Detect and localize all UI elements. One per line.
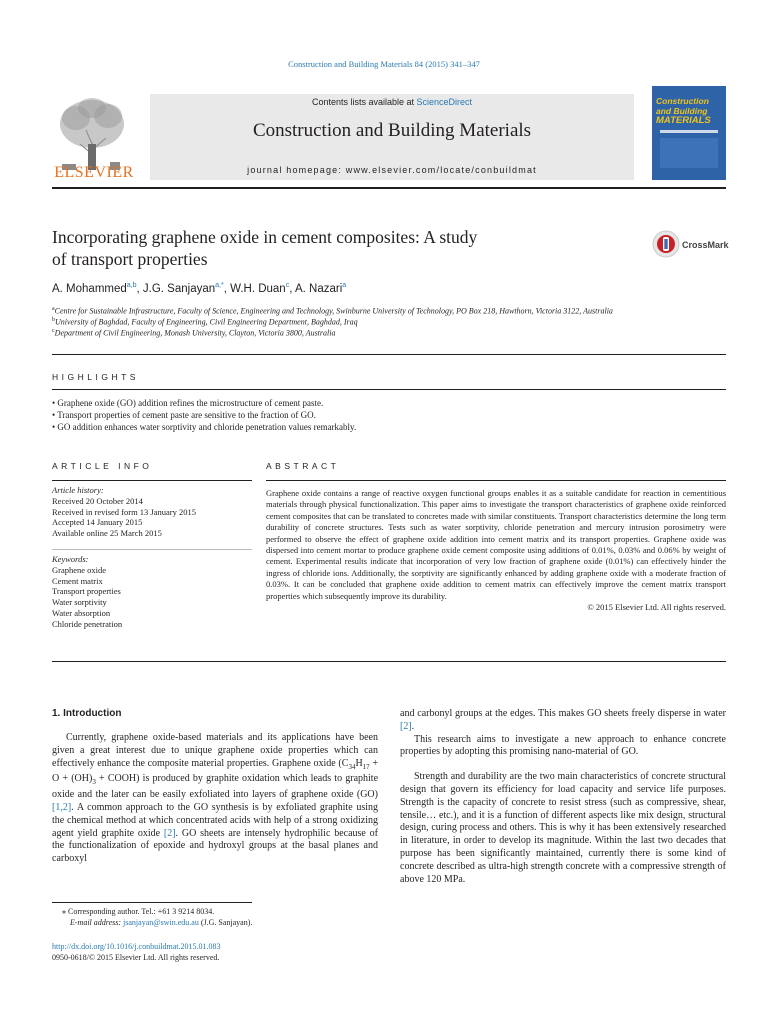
- cover-stripe: [660, 130, 718, 133]
- author-name[interactable]: J.G. Sanjayan: [142, 282, 216, 295]
- ref-link[interactable]: [2]: [163, 827, 176, 839]
- intro-heading: 1. Introduction: [52, 708, 122, 719]
- crossmark-label[interactable]: CrossMark: [682, 240, 729, 250]
- abstract-heading: ABSTRACT: [266, 461, 340, 471]
- keyword: Graphene oxide: [52, 564, 107, 575]
- intro-paragraph: This research aims to investigate a new approach to enhance concrete properties by adopting this promising nano-material of GO.: [400, 733, 726, 758]
- sciencedirect-link[interactable]: ScienceDirect: [416, 97, 473, 107]
- affiliation: $^a$Centre for Sustainable Infrastructure, Faculty of Science, Engineering and Technology, Swinburne University of Technology, PO Box 218, Hawthorn, Victoria 3122, Australia: [52, 306, 613, 316]
- intro-col-right: [400, 708, 726, 886]
- history-item: Received in revised form 13 January 2015: [52, 506, 196, 517]
- email-line: E-mail address: jsanjayan@swin.edu.au (J.G. Sanjayan).: [70, 917, 253, 927]
- keywords: Keywords: Graphene oxide Cement matrix Transport properties Water sorptivity Water absorption Chloride penetration: [52, 554, 252, 630]
- abstract-copyright: © 2015 Elsevier Ltd. All rights reserved.: [587, 602, 726, 613]
- elsevier-wordmark: ELSEVIER: [54, 164, 134, 181]
- highlight-item: • GO addition enhances water sorptivity and chloride penetration values remarkably.: [52, 422, 357, 432]
- author-affil-sup[interactable]: a,*: [215, 282, 224, 289]
- doi-block: [52, 942, 382, 964]
- article-info-heading: ARTICLE INFO: [52, 461, 153, 471]
- author-list: A. Mohammed$^{a,b}$, J.G. Sanjayan$^{a,*}$, W.H. Duan$^c$, A. Nazari$^a$: [52, 282, 347, 295]
- journal-title: Construction and Building Materials: [252, 120, 532, 141]
- highlight-item: • Graphene oxide (GO) addition refines the microstructure of cement paste.: [52, 398, 324, 408]
- doi-link[interactable]: http://dx.doi.org/10.1016/j.conbuildmat.2015.01.083: [52, 942, 221, 951]
- history-item: Received 20 October 2014: [52, 495, 143, 506]
- intro-paragraph: Currently, graphene oxide-based materials and its applications have been given a great interest due to unique graphene oxide properties which can effectively enhance the composite material properties. Graphene oxide ($C_{34}H_{17} + O + (OH)_3$ + COOH) is produced by graphite oxidation which leads to graphite oxide and the later can be easily exfoliated into layers of graphene oxide (GO) [1,2]. A common approach to the GO synthesis is by exfoliated graphite using the chemical method at which concentrated acids with help of a strong oxidizing agent yield graphite oxide [2]. GO sheets are intensely hydrophilic because of the functionalization of epoxide and hydroxyl groups at the basal planes and carboxyl: [52, 732, 379, 865]
- ref-link[interactable]: [2]: [400, 720, 412, 732]
- author-name[interactable]: A. Nazari: [294, 282, 343, 295]
- highlights-rule: [52, 389, 726, 390]
- author-name[interactable]: W.H. Duan: [230, 282, 286, 295]
- keyword: Water sorptivity: [52, 597, 107, 608]
- article-info-rule: [52, 480, 252, 481]
- journal-homepage[interactable]: journal homepage: www.elsevier.com/locate/conbuildmat: [247, 165, 537, 175]
- journal-banner: [150, 94, 634, 180]
- cover-title: Construction and Building MATERIALS: [656, 96, 711, 126]
- journal-cover-thumbnail[interactable]: [652, 86, 726, 180]
- affiliation: $^c$Department of Civil Engineering, Monash University, Clayton, Victoria 3800, Australia: [52, 328, 336, 338]
- contents-line: [150, 97, 634, 107]
- intro-paragraph: and carbonyl groups at the edges. This makes GO sheets freely disperse in water [2].: [400, 708, 726, 732]
- footnote-rule: [52, 902, 252, 903]
- keyword: Chloride penetration: [52, 618, 123, 629]
- contents-prefix: Contents lists available at: [311, 97, 417, 107]
- highlights-heading: HIGHLIGHTS: [52, 372, 139, 382]
- intro-col-left: [52, 732, 378, 866]
- keywords-rule: [52, 549, 252, 550]
- author-affil-sup[interactable]: a: [342, 282, 347, 289]
- elsevier-logo[interactable]: [52, 94, 136, 184]
- crossmark-icon[interactable]: [652, 230, 680, 258]
- issn-line: 0950-0618/© 2015 Elsevier Ltd. All rights reserved.: [52, 952, 220, 962]
- affiliation-rule: [52, 354, 726, 355]
- abstract-bottom-rule: [52, 661, 726, 662]
- keyword: Cement matrix: [52, 575, 103, 586]
- keyword: Water absorption: [52, 607, 111, 618]
- author-affil-sup[interactable]: a,b: [126, 282, 137, 289]
- author-affil-sup[interactable]: c: [285, 282, 290, 289]
- ref-link[interactable]: [1,2]: [52, 801, 72, 813]
- history-item: Accepted 14 January 2015: [52, 517, 143, 528]
- cover-panel: [660, 138, 718, 168]
- affiliation: $^b$University of Baghdad, Faculty of Engineering, Civil Engineering Department, Baghdad, Iraq: [52, 317, 358, 327]
- keyword: Transport properties: [52, 586, 121, 597]
- email-link[interactable]: jsanjayan@swin.edu.au: [123, 917, 199, 927]
- article-history: Article history: Received 20 October 2014 Received in revised form 13 January 2015 Accepted 14 January 2015 Available online 25 March 2015: [52, 485, 252, 539]
- article-title: Incorporating graphene oxide in cement composites: A study of transport properties: [52, 227, 478, 269]
- author-name[interactable]: A. Mohammed: [52, 282, 127, 295]
- corresponding-author: ⁎ Corresponding author. Tel.: +61 3 9214 8034.: [62, 907, 215, 916]
- history-item: Available online 25 March 2015: [52, 528, 162, 539]
- footnote: [62, 907, 382, 929]
- journal-citation[interactable]: Construction and Building Materials 84 (2015) 341–347: [288, 59, 480, 69]
- intro-paragraph: Strength and durability are the two main characteristics of concrete structural design that govern its efficiency for load capacity and service life purposes. Strength is the capacity of concrete to resist stress (such as compressive, shear, tensile… etc.), and it is a function of different aspects like mix design, structural design, curing process and others. This is why it has been extensively researched in literature, in order to develop its magnitude. Within the last two decades that purpose has been significantly maintained, currently there is some kind of concrete described as ultra-high strength concrete with a compressive strength of above 120 MPa.: [400, 771, 726, 885]
- abstract-body: Graphene oxide contains a range of reactive oxygen functional groups enables it as a suitable candidate for reaction in cementitious materials through physical functionalization. This paper aims to investigate the transport characteristics of graphene oxide reinforced cement composites that can be translated to concretes made with similar constituents. Transport characteristics determine the long term durability of concrete structures. Tests such as water sorptivity, chloride penetration and mercury intrusion porosimetry were performed to observe the effect of graphene oxide addition into cement matrix and its transport properties. Graphene oxide was dispersed into cement mortar to produce graphene oxide cement composite using additions of 0.01%, 0.03% and 0.06% by weight of cement. Experimental results indicate that incorporation of very low fraction of graphene oxide (0.01%) can effectively hinder the ingress of chloride ions. Additionally, the sorptivity are significantly enhanced by adding graphene oxide with a moderate fraction of 0.03%. It can be concluded that graphene oxide addition to cement matrix can effectively improve the cement matrix transport properties which subsequently improve its durability. © 2015 Elsevier Ltd. All rights reserved.: [266, 488, 726, 613]
- highlight-item: • Transport properties of cement paste are sensitive to the fraction of GO.: [52, 410, 316, 420]
- abstract-rule: [266, 480, 726, 481]
- header-rule: [52, 187, 726, 189]
